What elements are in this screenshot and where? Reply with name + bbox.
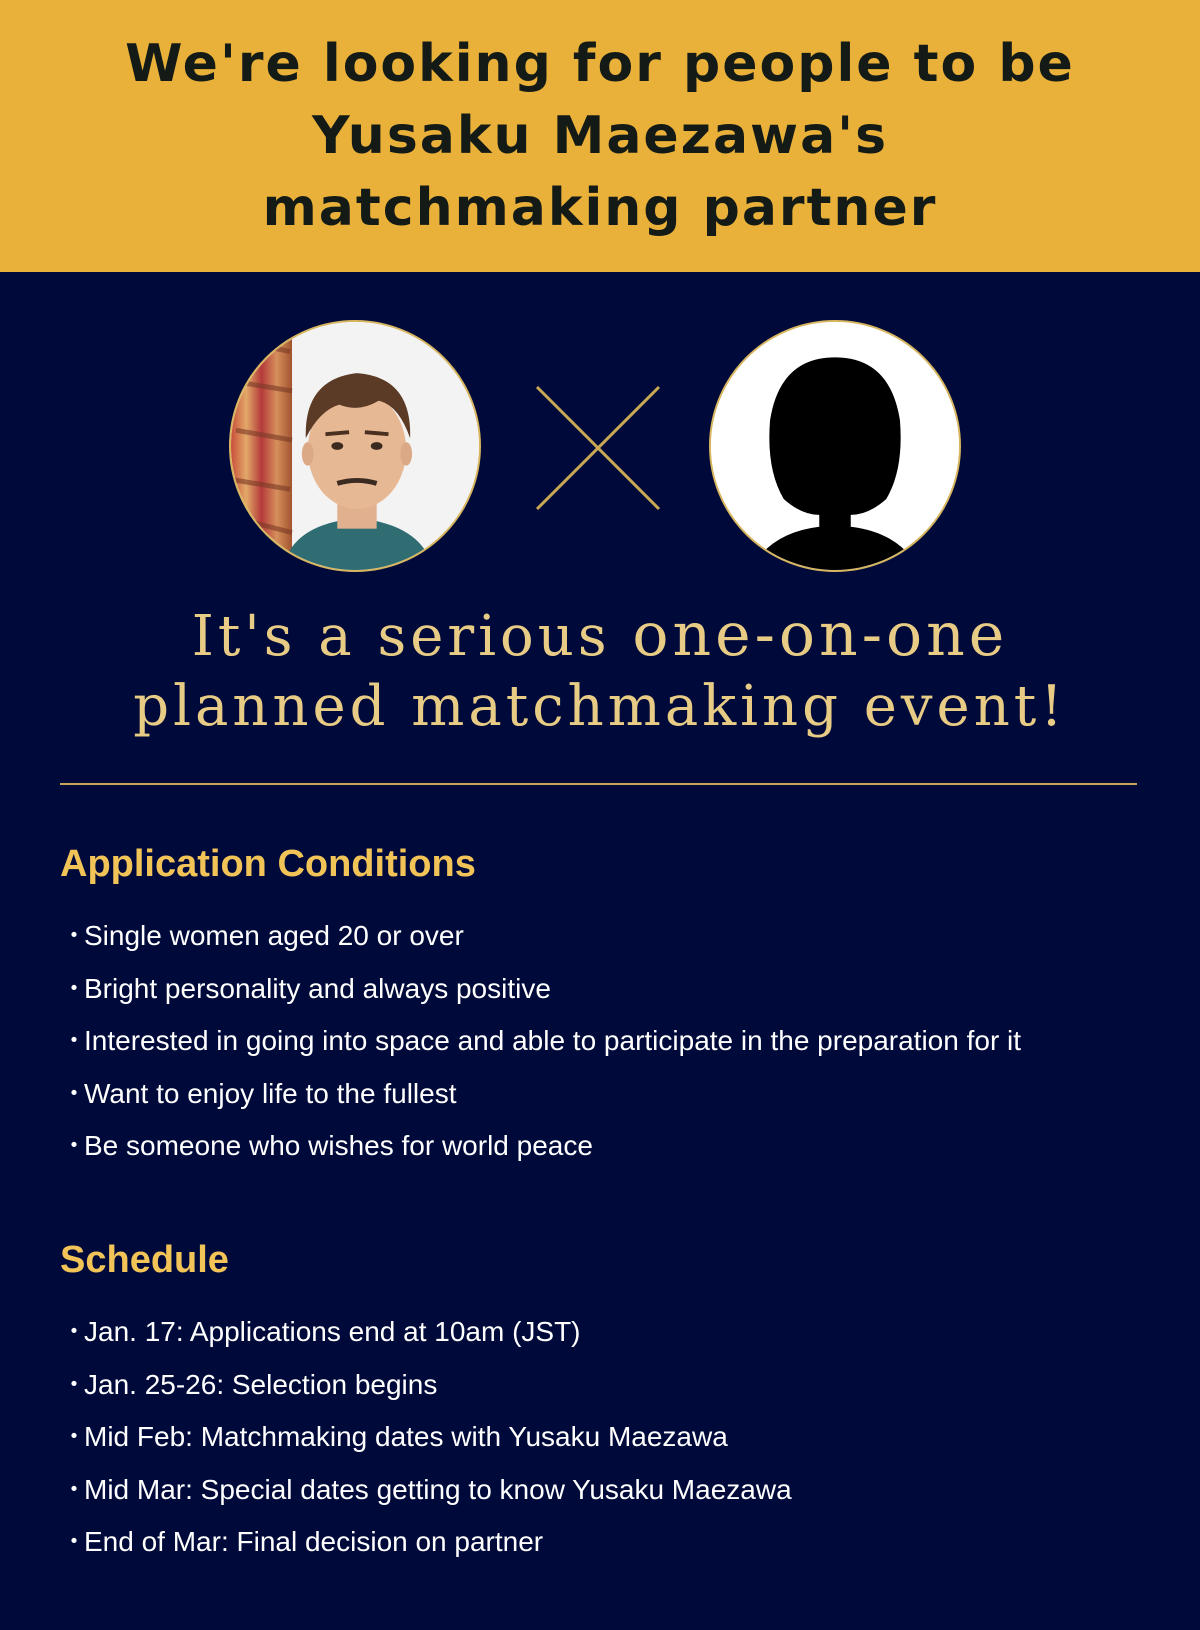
tagline-line-1 xyxy=(0,600,1200,672)
hero-title-line: Yusaku Maezawa's xyxy=(311,106,889,166)
bullet-icon: ・ xyxy=(60,1421,89,1452)
cross-icon xyxy=(535,385,661,511)
bullet-icon: ・ xyxy=(60,1025,89,1056)
list-item-text: Bright personality and always positive xyxy=(84,972,551,1004)
bullet-icon: ・ xyxy=(60,972,89,1004)
list-item-text: End of Mar: Final decision on partner xyxy=(84,1526,544,1557)
list-item xyxy=(60,1516,792,1569)
list-item xyxy=(60,1120,1021,1173)
bullet-icon: ・ xyxy=(60,1077,89,1109)
hero-title-line: We're looking for people to be xyxy=(125,34,1075,94)
man-portrait xyxy=(229,320,481,572)
bullet-icon: ・ xyxy=(60,1526,89,1557)
list-item-text: Single women aged 20 or over xyxy=(84,920,464,951)
tagline-emphasis: one-on-one xyxy=(632,600,1009,670)
list-item-text: Jan. 17: Applications end at 10am (JST) xyxy=(84,1316,581,1347)
list-item xyxy=(60,1306,792,1359)
hero-title-line: matchmaking partner xyxy=(262,178,938,238)
list-item-text: Interested in going into space and able to participate in the preparation for it xyxy=(84,1025,1022,1056)
tagline xyxy=(0,600,1200,742)
schedule-section xyxy=(60,1238,792,1569)
bullet-icon: ・ xyxy=(60,1316,89,1347)
list-item-text: Want to enjoy life to the fullest xyxy=(84,1077,457,1109)
application-conditions-section xyxy=(60,842,1021,1173)
application-conditions-heading: Application Conditions xyxy=(60,843,476,885)
list-item-text: Be someone who wishes for world peace xyxy=(84,1130,593,1161)
list-item xyxy=(60,1068,1021,1121)
bullet-icon: ・ xyxy=(60,1130,89,1161)
list-item-text: Mid Mar: Special dates getting to know Yusaku Maezawa xyxy=(84,1473,792,1505)
list-item xyxy=(60,1015,1021,1068)
application-conditions-list xyxy=(60,910,1021,1173)
woman-silhouette-image xyxy=(711,322,959,570)
tagline-part-1: It's a serious xyxy=(191,604,633,669)
list-item-text: Jan. 25-26: Selection begins xyxy=(84,1368,438,1400)
divider xyxy=(60,783,1137,785)
list-item-text: Mid Feb: Matchmaking dates with Yusaku Maezawa xyxy=(84,1421,728,1452)
list-item xyxy=(60,1359,792,1412)
tagline-line-2: planned matchmaking event! xyxy=(133,674,1067,739)
bullet-icon: ・ xyxy=(60,1368,89,1400)
hero-title xyxy=(125,28,1075,244)
list-item xyxy=(60,1464,792,1517)
man-portrait-image xyxy=(231,322,479,570)
woman-silhouette-icon xyxy=(709,320,961,572)
list-item xyxy=(60,910,1021,963)
hero-banner xyxy=(0,0,1200,272)
schedule-heading: Schedule xyxy=(60,1239,229,1281)
bullet-icon: ・ xyxy=(60,1473,89,1505)
list-item xyxy=(60,963,1021,1016)
schedule-list xyxy=(60,1306,792,1569)
list-item xyxy=(60,1411,792,1464)
bullet-icon: ・ xyxy=(60,920,89,951)
